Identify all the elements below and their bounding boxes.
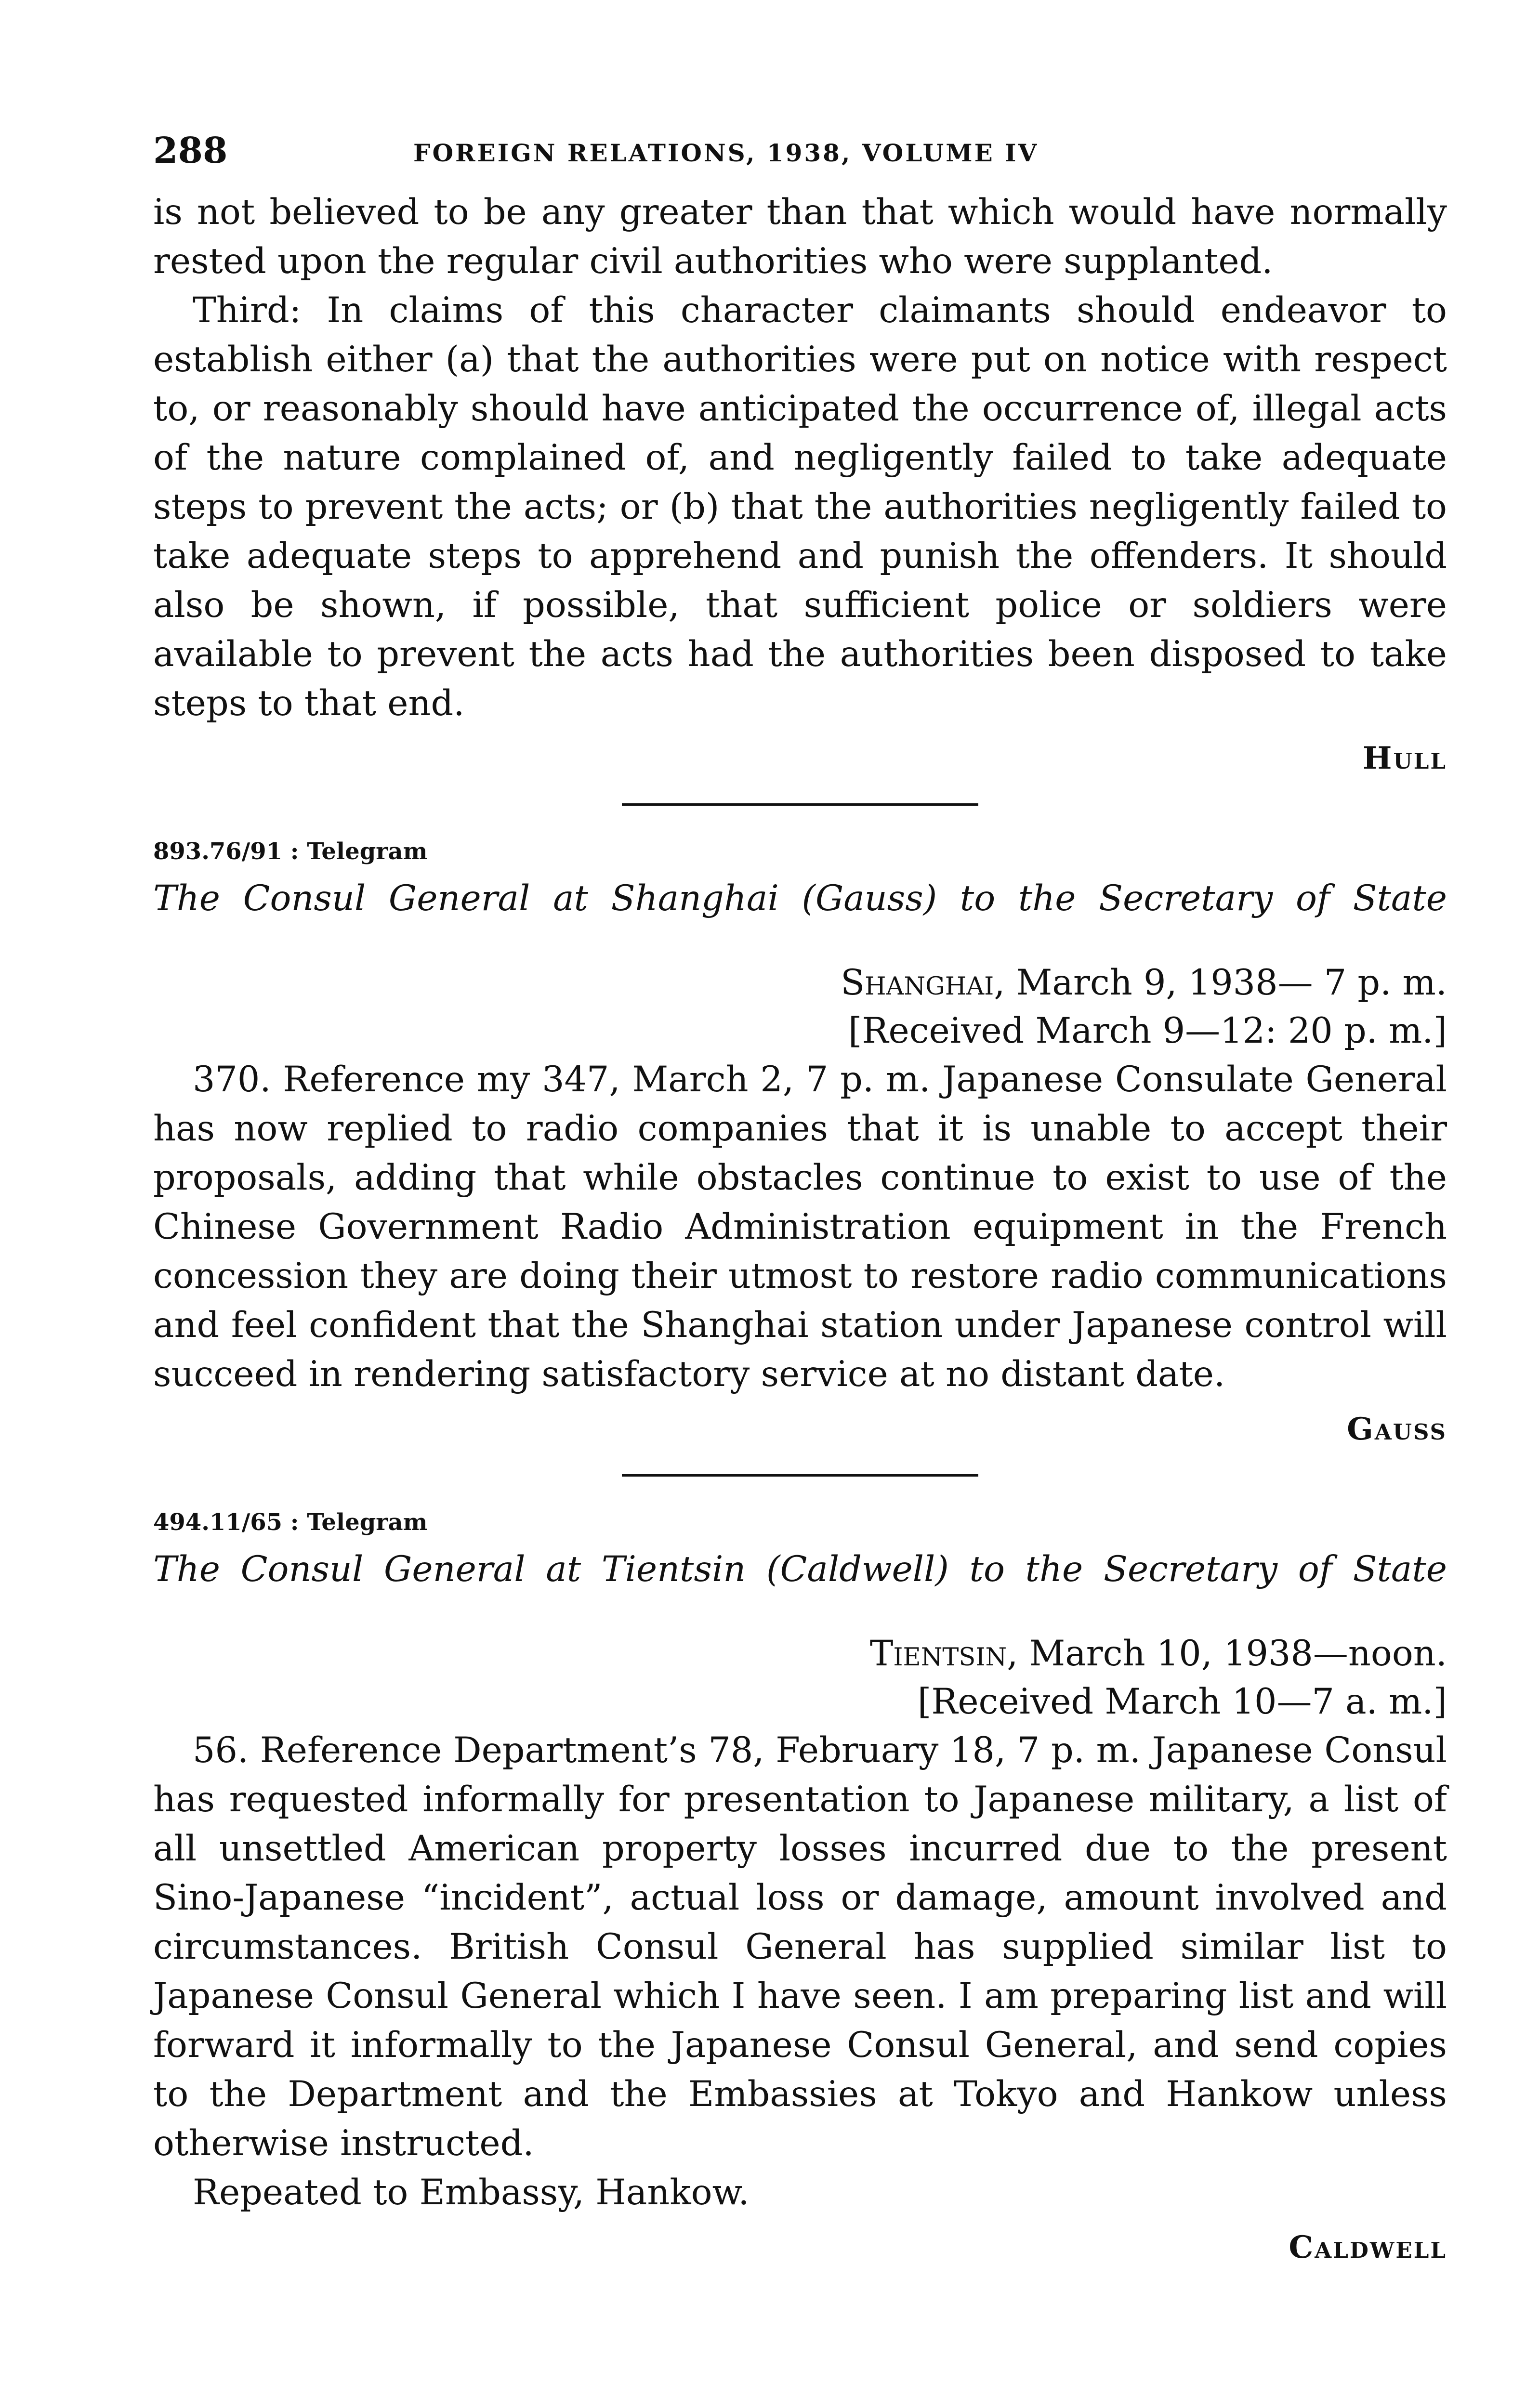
document-title: The Consul General at Tientsin (Caldwell) to the Secretary of State xyxy=(153,1549,1447,1590)
file-reference: 494.11/65 : Telegram xyxy=(153,1509,428,1536)
dateline-date: March 9, 1938— 7 p. m. xyxy=(1005,962,1447,1003)
telegram-tientsin xyxy=(153,1505,1447,2272)
telegram-shanghai xyxy=(153,835,1447,1454)
document-page xyxy=(153,116,1447,2272)
signature-hull: Hull xyxy=(1363,740,1447,776)
dateline xyxy=(153,1630,1447,1678)
signature-caldwell: Caldwell xyxy=(1289,2229,1447,2265)
section-divider xyxy=(622,1474,978,1477)
signature-gauss: Gauss xyxy=(1347,1411,1447,1447)
third-paragraph: Third: In claims of this character claimants should endeavor to establish either (a) that the authorities were put on notice with respect to, or reasonably should have anticipated the occurrence of, illegal acts of the nature complained of, and negligently failed to take adequate steps to prevent the acts; or (b) that the authorities negligently failed to take adequate steps to apprehend and punish the offenders. It should also be shown, if possible, that sufficient police or soldiers were available to prevent the acts had the authorities been disposed to take steps to that end. xyxy=(153,290,1447,724)
section-divider xyxy=(622,803,978,806)
dateline-place: Shanghai, xyxy=(841,962,1005,1003)
page-header xyxy=(153,116,1447,188)
received-line: [Received March 9—12: 20 p. m.] xyxy=(848,1010,1447,1051)
section-continuation xyxy=(153,188,1447,783)
telegram-body: 56. Reference Department’s 78, February 18, 7 p. m. Japanese Consul has requested informally for presentation to Japanese military, a list of all unsettled American property losses incurred due to the present Sino-Japanese “incident”, actual loss or damage, amount involved and circumstances. British Consul General has supplied similar list to Japanese Consul General which I have seen. I am preparing list and will forward it informally to the Japanese Consul General, and send copies to the Department and the Embassies at Tokyo and Hankow unless otherwise instructed. xyxy=(153,1730,1447,2164)
dateline xyxy=(153,959,1447,1007)
file-reference: 893.76/91 : Telegram xyxy=(153,838,428,865)
telegram-body: 370. Reference my 347, March 2, 7 p. m. Japanese Consulate General has now replied to radio companies that it is unable to accept their proposals, adding that while obstacles continue to exist to use of the Chinese Government Radio Administration equipment in the French concession they are doing their utmost to restore radio communications and feel confident that the Shanghai station under Japanese control will succeed in rendering satisfactory service at no distant date. xyxy=(153,1059,1447,1395)
dateline-place: Tientsin, xyxy=(869,1633,1018,1674)
repeated-line: Repeated to Embassy, Hankow. xyxy=(193,2172,750,2213)
continuation-paragraph: is not believed to be any greater than that which would have normally rested upon the regular civil authorities who were supplanted. xyxy=(153,192,1447,282)
dateline-date: March 10, 1938—noon. xyxy=(1018,1633,1447,1674)
received-line: [Received March 10—7 a. m.] xyxy=(917,1681,1447,1722)
page-number: 288 xyxy=(153,130,228,171)
running-head: FOREIGN RELATIONS, 1938, VOLUME IV xyxy=(413,139,1039,167)
document-title: The Consul General at Shanghai (Gauss) to the Secretary of State xyxy=(153,878,1447,919)
